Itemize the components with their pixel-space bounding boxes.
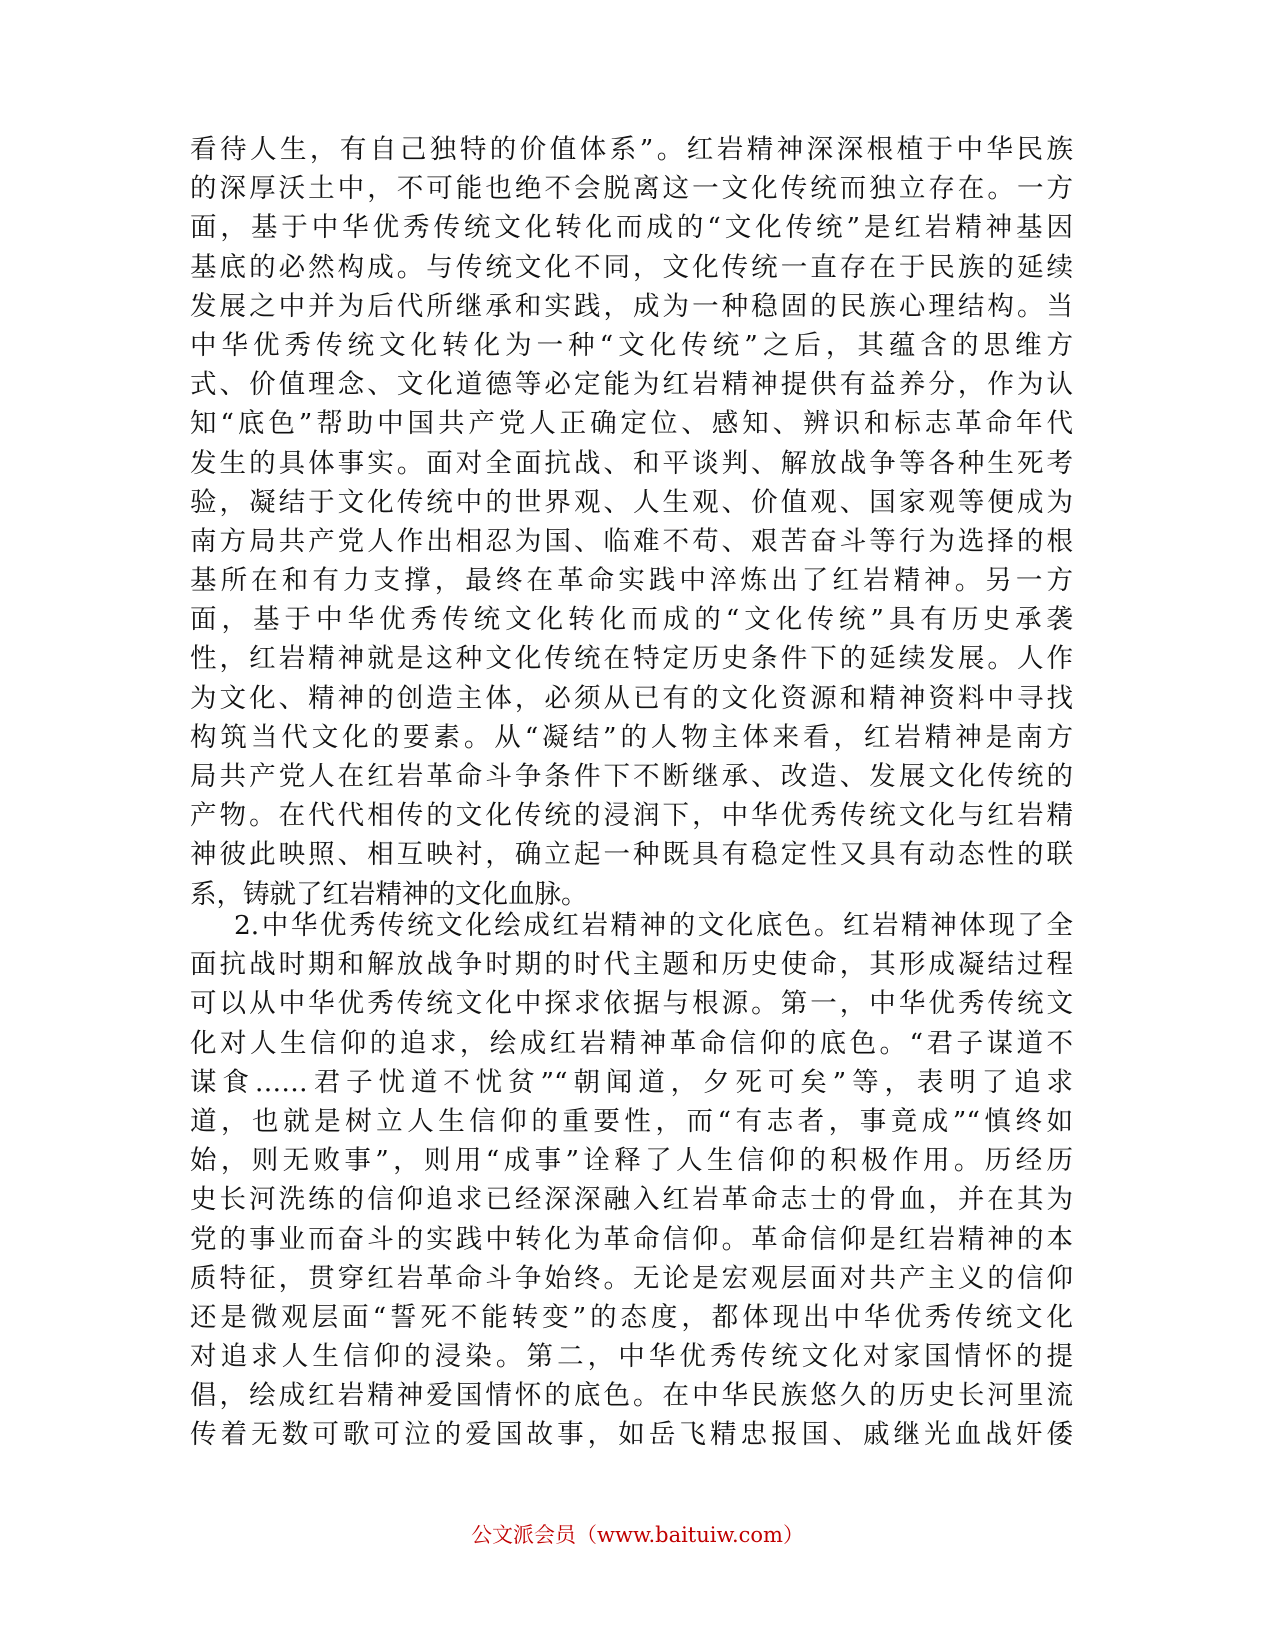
text-line: 神彼此映照、相互映衬，确立起一种既具有稳定性又具有动态性的联 (190, 839, 1073, 871)
text-line: 对追求人生信仰的浸染。第二，中华优秀传统文化对家国情怀的提 (190, 1341, 1073, 1373)
text-line: 史长河洗练的信仰追求已经深深融入红岩革命志士的骨血，并在其为 (190, 1184, 1073, 1216)
text-line: 面，基于中华优秀传统文化转化而成的“文化传统”是红岩精神基因 (190, 212, 1073, 244)
text-line: 的深厚沃土中，不可能也绝不会脱离这一文化传统而独立存在。一方 (190, 173, 1073, 205)
body-paragraph-2 (190, 906, 1073, 1455)
text-line: 面，基于中华优秀传统文化转化而成的“文化传统”具有历史承袭 (190, 604, 1073, 636)
text-line: 基底的必然构成。与传统文化不同，文化传统一直存在于民族的延续 (190, 251, 1073, 283)
text-line: 性，红岩精神就是这种文化传统在特定历史条件下的延续发展。人作 (190, 643, 1073, 675)
text-line: 化对人生信仰的追求，绘成红岩精神革命信仰的底色。“君子谋道不 (190, 1027, 1073, 1059)
text-line: 看待人生，有自己独特的价值体系”。红岩精神深深根植于中华民族 (190, 134, 1073, 165)
text-line: 产物。在代代相传的文化传统的浸润下，中华优秀传统文化与红岩精 (190, 800, 1073, 832)
text-line: 构筑当代文化的要素。从“凝结”的人物主体来看，红岩精神是南方 (190, 721, 1073, 753)
text-line: 为文化、精神的创造主体，必须从已有的文化资源和精神资料中寻找 (190, 682, 1073, 714)
text-line: 式、价值理念、文化道德等必定能为红岩精神提供有益养分，作为认 (190, 369, 1073, 401)
text-line: 始，则无败事”，则用“成事”诠释了人生信仰的积极作用。历经历 (190, 1145, 1073, 1177)
text-line: 面抗战时期和解放战争时期的时代主题和历史使命，其形成凝结过程 (190, 949, 1073, 981)
text-line: 还是微观层面“誓死不能转变”的态度，都体现出中华优秀传统文化 (190, 1301, 1073, 1333)
text-line: 验，凝结于文化传统中的世界观、人生观、价值观、国家观等便成为 (190, 486, 1073, 518)
text-line: 可以从中华优秀传统文化中探求依据与根源。第一，中华优秀传统文 (190, 988, 1073, 1020)
text-line: 中华优秀传统文化转化为一种“文化传统”之后，其蕴含的思维方 (190, 329, 1073, 361)
text-line: 局共产党人在红岩革命斗争条件下不断继承、改造、发展文化传统的 (190, 761, 1073, 792)
text-line: 系，铸就了红岩精神的文化血脉。 (190, 878, 588, 910)
text-line: 质特征，贯穿红岩革命斗争始终。无论是宏观层面对共产主义的信仰 (190, 1262, 1073, 1294)
text-line: 道，也就是树立人生信仰的重要性，而“有志者，事竟成”“慎终如 (190, 1105, 1073, 1137)
text-line: 谋食……君子忧道不忧贫”“朝闻道，夕死可矣”等，表明了追求 (190, 1066, 1073, 1098)
text-line: 南方局共产党人作出相忍为国、临难不苟、艰苦奋斗等行为选择的根 (190, 525, 1073, 557)
text-line: 倡，绘成红岩精神爱国情怀的底色。在中华民族悠久的历史长河里流 (190, 1380, 1073, 1412)
text-line: 知“底色”帮助中国共产党人正确定位、感知、辨识和标志革命年代 (190, 408, 1073, 440)
text-line: 2.中华优秀传统文化绘成红岩精神的文化底色。红岩精神体现了全 (190, 910, 1073, 941)
body-paragraph-1 (190, 130, 1073, 914)
text-line: 基所在和有力支撑，最终在革命实践中淬炼出了红岩精神。另一方 (190, 565, 1073, 597)
text-line: 党的事业而奋斗的实践中转化为革命信仰。革命信仰是红岩精神的本 (190, 1223, 1073, 1255)
footer-watermark-link[interactable]: 公文派会员（www.baituiw.com） (471, 1523, 804, 1547)
text-line: 发展之中并为后代所继承和实践，成为一种稳固的民族心理结构。当 (190, 290, 1073, 322)
text-line: 传着无数可歌可泣的爱国故事，如岳飞精忠报国、戚继光血战奸倭 (190, 1419, 1073, 1451)
text-line: 发生的具体事实。面对全面抗战、和平谈判、解放战争等各种生死考 (190, 447, 1073, 479)
